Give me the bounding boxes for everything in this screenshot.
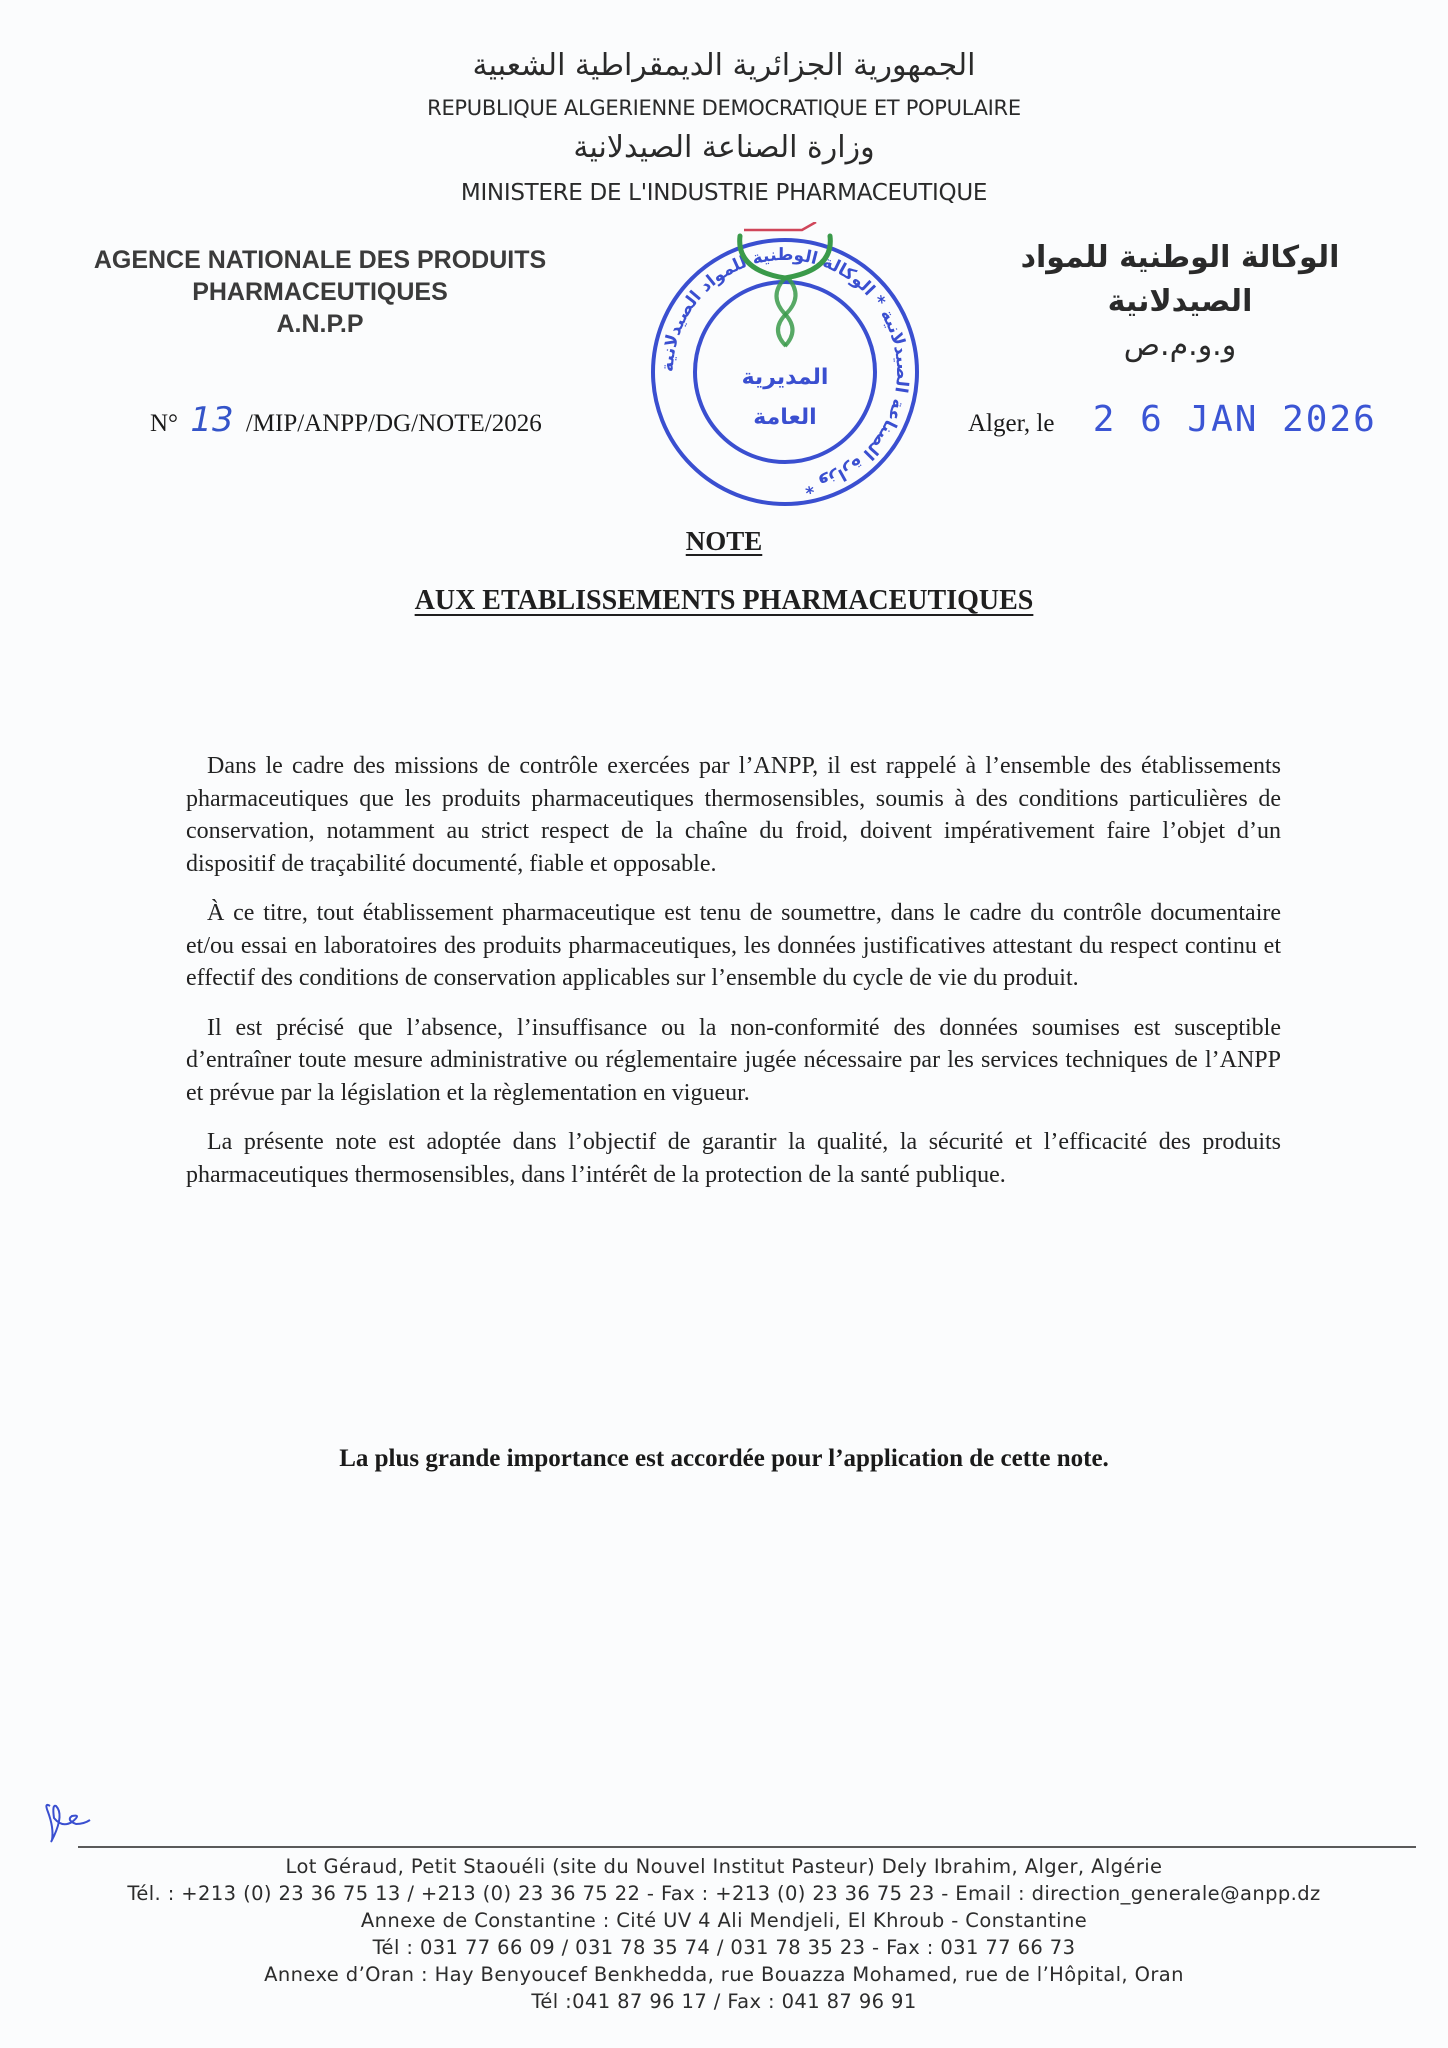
reference-handwritten-number: 13: [190, 400, 234, 440]
reference-prefix: N°: [150, 410, 179, 437]
closing-statement: La plus grande importance est accordée pour l’application de cette note.: [339, 1445, 1109, 1472]
agency-name-line2: PHARMACEUTIQUES: [192, 278, 448, 306]
country-name-arabic: الجمهورية الجزائرية الديمقراطية الشعبية: [472, 48, 976, 83]
agency-name-line1: AGENCE NATIONALE DES PRODUITS: [93, 246, 547, 274]
handwritten-initials-icon: [42, 1800, 102, 1844]
date-label: Alger, le: [968, 410, 1055, 437]
agency-name-arabic: [950, 236, 1410, 368]
seal-inner-text-line1: المديرية: [741, 365, 829, 390]
body-paragraph: Dans le cadre des missions de contrôle exercées par l’ANPP, il est rappelé à l’ensemble des établissements pharmaceutiques que les produits pharmaceutiques thermosensibles, soumis à des conditions particulières de conservation, notamment au strict respect de la chaîne du froid, doivent impérativement faire l’objet d’un dispositif de traçabilité documenté, fiable et opposable.: [186, 753, 1281, 877]
seal-inner-text-line2: العامة: [753, 405, 817, 430]
footer-contact-line: Tél. : +213 (0) 23 36 75 13 / +213 (0) 23 36 75 22 - Fax : +213 (0) 23 36 75 23 - Email : direction_generale@anpp.dz: [127, 1882, 1321, 1905]
agency-abbreviation-arabic: و.و.م.ص: [1123, 328, 1237, 363]
ministry-name-arabic: وزارة الصناعة الصيدلانية: [573, 130, 875, 165]
reference-number: [150, 400, 542, 444]
seal-outer-text: وزارة الصناعة الصيدلانية * الوكالة الوطنية للمواد الصيدلانية *: [657, 244, 913, 498]
footer-oran-phone: Tél :041 87 96 17 / Fax : 041 87 96 91: [531, 1990, 917, 2013]
agency-name-french: [60, 244, 580, 340]
footer-constantine-phone: Tél : 031 77 66 09 / 031 78 35 74 / 031 78 35 23 - Fax : 031 77 66 73: [372, 1936, 1076, 1959]
date-stamp: 2 6 JAN 2026: [1092, 399, 1377, 440]
note-body: [186, 750, 1281, 1208]
footer-annex-constantine: Annexe de Constantine : Cité UV 4 Ali Mendjeli, El Khroub - Constantine: [360, 1909, 1088, 1932]
note-addressee-text: AUX ETABLISSEMENTS PHARMACEUTIQUES: [414, 585, 1034, 616]
footer-annex-oran: Annexe d’Oran : Hay Benyoucef Benkhedda, rue Bouazza Mohamed, rue de l’Hôpital, Oran: [264, 1963, 1184, 1986]
note-addressee: [0, 583, 1448, 619]
footer-contact-info: [0, 1853, 1448, 2015]
agency-abbreviation: A.N.P.P: [276, 310, 364, 338]
date-line: [968, 400, 1377, 444]
note-title: [0, 524, 1448, 558]
body-paragraph: À ce titre, tout établissement pharmaceutique est tenu de soumettre, dans le cadre du contrôle documentaire et/ou essai en laboratoires des produits pharmaceutiques, les données justificatives attestant du respect continu et effectif des conditions de conservation applicables sur l’ensemble du cycle de vie du produit.: [186, 900, 1281, 991]
body-paragraph: Il est précisé que l’absence, l’insuffisance ou la non-conformité des données soumises est susceptible d’entraîner toute mesure administrative ou réglementaire jugée nécessaire par les services techniques de l’ANPP et prévue par la législation et la règlementation en vigueur.: [186, 1014, 1281, 1106]
body-paragraph: La présente note est adoptée dans l’objectif de garantir la qualité, la sécurité et l’efficacité des produits pharmaceutiques thermosensibles, dans l’intérêt de la protection de la santé publique.: [186, 1129, 1281, 1188]
footer-divider: [78, 1846, 1416, 1848]
note-title-text: NOTE: [685, 526, 763, 556]
footer-address-line: Lot Géraud, Petit Staouéli (site du Nouvel Institut Pasteur) Dely Ibrahim, Alger, Algérie: [285, 1855, 1163, 1878]
reference-suffix: /MIP/ANPP/DG/NOTE/2026: [245, 410, 542, 437]
official-seal-icon: [640, 222, 930, 512]
ministry-name-french: MINISTERE DE L'INDUSTRIE PHARMACEUTIQUE: [460, 180, 988, 206]
country-name-french: REPUBLIQUE ALGERIENNE DEMOCRATIQUE ET POPULAIRE: [427, 96, 1021, 120]
agency-name-arabic-text: الوكالة الوطنية للمواد الصيدلانية: [1020, 240, 1340, 319]
